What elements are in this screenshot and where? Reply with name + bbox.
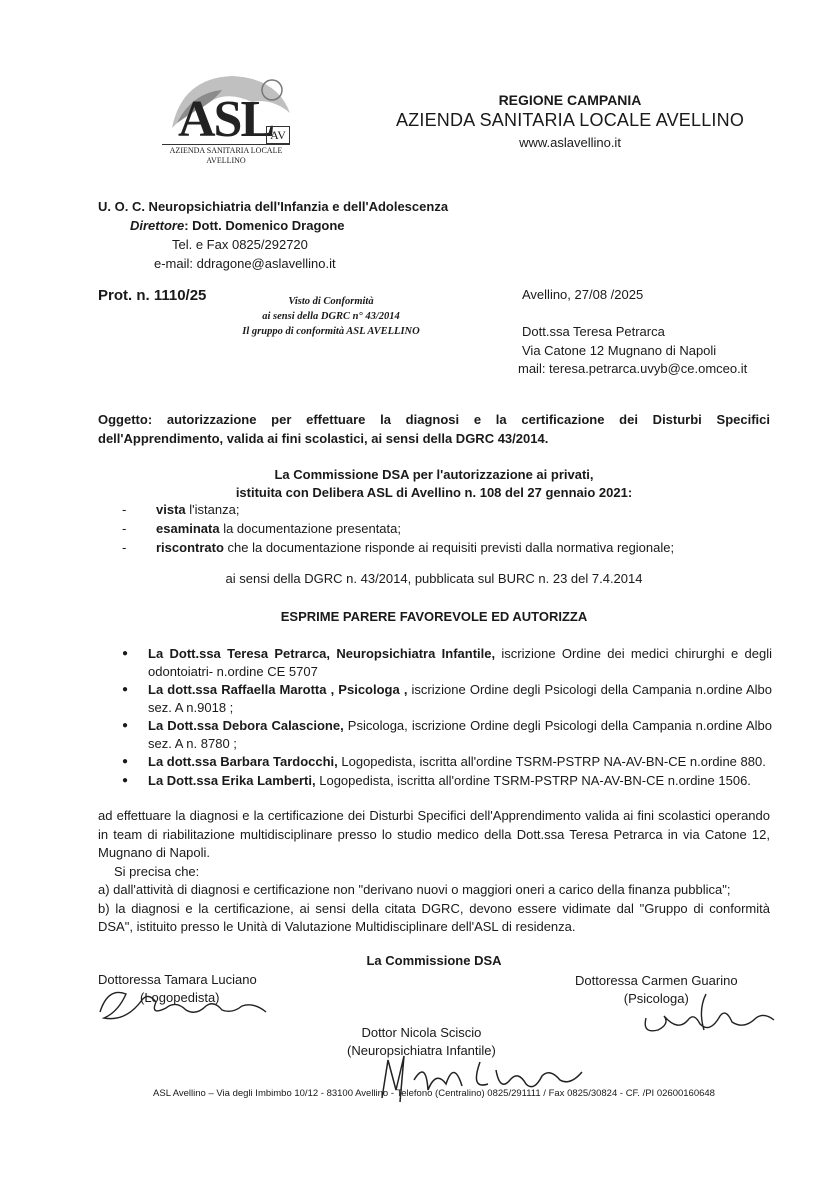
list-item <box>122 538 762 557</box>
signer-name: Dottor Nicola Sciscio <box>361 1025 482 1040</box>
stamp-line-1: Visto di Conformità <box>288 296 374 307</box>
signer-role: (Neuropsichiatra Infantile) <box>347 1043 496 1058</box>
signer-role: (Logopedista) <box>140 990 220 1005</box>
handwritten-signature-middle <box>370 1040 600 1110</box>
commission-line-1: La Commissione DSA per l'autorizzazione ai privati, <box>274 467 594 482</box>
unit-name: U. O. C. Neuropsichiatria dell'Infanzia e dell'Adolescenza <box>98 199 449 214</box>
check-keyword: esaminata <box>156 521 220 536</box>
check-keyword: riscontrato <box>156 540 224 555</box>
authorized-details: iscrizione Ordine dei medici chirurghi e degli odontoiatri- n.ordine CE 5707 <box>148 646 773 679</box>
body-paragraph-3: a) dall'attività di diagnosi e certificazione non "derivano nuovi o maggiori oneri a carico della finanza pubblica"; <box>98 882 731 897</box>
unit-email[interactable]: e-mail: ddragone@aslavellino.it <box>154 256 336 271</box>
checks-list <box>122 500 762 557</box>
region-name: REGIONE CAMPANIA <box>498 92 642 108</box>
logo-asl-text: ASL <box>178 91 274 148</box>
list-item <box>120 717 772 752</box>
unit-block <box>98 197 448 273</box>
authorized-name: La dott.ssa Raffaella Marotta , Psicologa , <box>148 682 408 697</box>
subject: Oggetto: autorizzazione per effettuare la diagnosi e la certificazione dei Disturbi Specifici dell'Apprendimento, valida ai fini scolastici, ai sensi della DGRC 43/2014. <box>98 412 770 446</box>
authorized-details: Psicologa, iscrizione Ordine degli Psicologi della Campania n.ordine Albo sez. A n. 8780 ; <box>148 718 773 751</box>
body-paragraph-4: b) la diagnosi e la certificazione, ai sensi della citata DGRC, devono essere vidimate dal "Gruppo di conformità DSA", istituito presso le Unità di Valutazione Multidisciplinare dell'ASL di residenza. <box>98 900 770 934</box>
logo-caption-2: AVELLINO <box>206 156 246 165</box>
body-text <box>98 807 770 937</box>
check-text: che la documentazione risponde ai requisiti previsti dalla normativa regionale; <box>223 540 675 555</box>
check-text: l'istanza; <box>185 502 240 517</box>
list-item <box>120 681 772 716</box>
protocol-number: Prot. n. 1110/25 <box>98 287 207 304</box>
signer-name: Dottoressa Carmen Guarino <box>575 973 738 988</box>
body-paragraph-1: ad effettuare la diagnosi e la certificazione dei Disturbi Specifici dell'Apprendimento valida ai fini scolastici operando in team di riabilitazione multidisciplinare presso lo studio medico della Dott.ssa Teresa Petrarca in via Catone 12, Mugnano di Napoli. <box>98 808 770 860</box>
agency-name: AZIENDA SANITARIA LOCALE AVELLINO <box>395 110 745 130</box>
check-keyword: vista <box>156 502 186 517</box>
handwritten-signature-right <box>640 990 780 1040</box>
authorized-details: iscrizione Ordine degli Psicologi della Campania n.ordine Albo sez. A n.9018 ; <box>148 682 773 715</box>
website-link[interactable]: www.aslavellino.it <box>519 135 621 150</box>
handwritten-signature-left <box>96 982 276 1027</box>
footer-address: ASL Avellino – Via degli Imbimbo 10/12 - 83100 Avellino - Telefono (Centralino) 0825/291111 / Fax 0825/30824 - CF. /PI 02600160648 <box>153 1088 715 1099</box>
recipient-block <box>518 323 748 379</box>
director-name: : Dott. Domenico Dragone <box>184 218 345 233</box>
authorized-name: La Dott.ssa Erika Lamberti, <box>148 772 316 788</box>
list-item <box>120 772 772 790</box>
recipient-name: Dott.ssa Teresa Petrarca <box>522 324 665 339</box>
recipient-mail[interactable]: mail: teresa.petrarca.uvyb@ce.omceo.it <box>518 361 748 376</box>
conformity-stamp <box>226 294 436 339</box>
decision-heading: ESPRIME PARERE FAVOREVOLE ED AUTORIZZA <box>280 609 588 624</box>
logo-av-badge: AV <box>266 126 290 144</box>
list-item <box>120 645 772 680</box>
list-item <box>122 500 762 519</box>
logo-caption-1: AZIENDA SANITARIA LOCALE <box>162 144 290 155</box>
authorized-name: La dott.ssa Barbara Tardocchi, <box>148 754 338 769</box>
document-date: Avellino, 27/08 /2025 <box>522 287 644 302</box>
recipient-address: Via Catone 12 Mugnano di Napoli <box>522 342 717 358</box>
director-label: Direttore <box>130 218 185 233</box>
authorized-list <box>120 645 772 790</box>
dgrc-reference: ai sensi della DGRC n. 43/2014, pubblicata sul BURC n. 23 del 7.4.2014 <box>225 571 643 586</box>
signer-name: Dottoressa Tamara Luciano <box>98 972 257 987</box>
signatures-title: La Commissione DSA <box>366 953 502 968</box>
commission-line-2: istituita con Delibera ASL di Avellino n. 108 del 27 gennaio 2021: <box>235 485 633 500</box>
body-paragraph-2: Si precisa che: <box>114 863 200 879</box>
stamp-line-2: ai sensi della DGRC n° 43/2014 <box>262 311 400 322</box>
authorized-name: La Dott.ssa Teresa Petrarca, Neuropsichiatra Infantile, <box>148 646 496 661</box>
check-text: la documentazione presentata; <box>219 521 401 536</box>
list-item <box>120 753 772 771</box>
commission-intro <box>98 466 770 502</box>
unit-phone: Tel. e Fax 0825/292720 <box>172 237 308 252</box>
authorized-details: Logopedista, iscritta all'ordine TSRM-PSTRP NA-AV-BN-CE n.ordine 1506. <box>315 772 751 788</box>
asl-logo <box>162 68 300 168</box>
signer-role: (Psicologa) <box>623 991 689 1006</box>
authorized-details: Logopedista, iscritta all'ordine TSRM-PSTRP NA-AV-BN-CE n.ordine 880. <box>337 754 766 769</box>
stamp-line-3: Il gruppo di conformità ASL AVELLINO <box>242 326 420 337</box>
director-line <box>98 216 448 235</box>
list-item <box>122 519 762 538</box>
authorized-name: La Dott.ssa Debora Calascione, <box>148 718 344 733</box>
letterhead <box>380 92 760 150</box>
